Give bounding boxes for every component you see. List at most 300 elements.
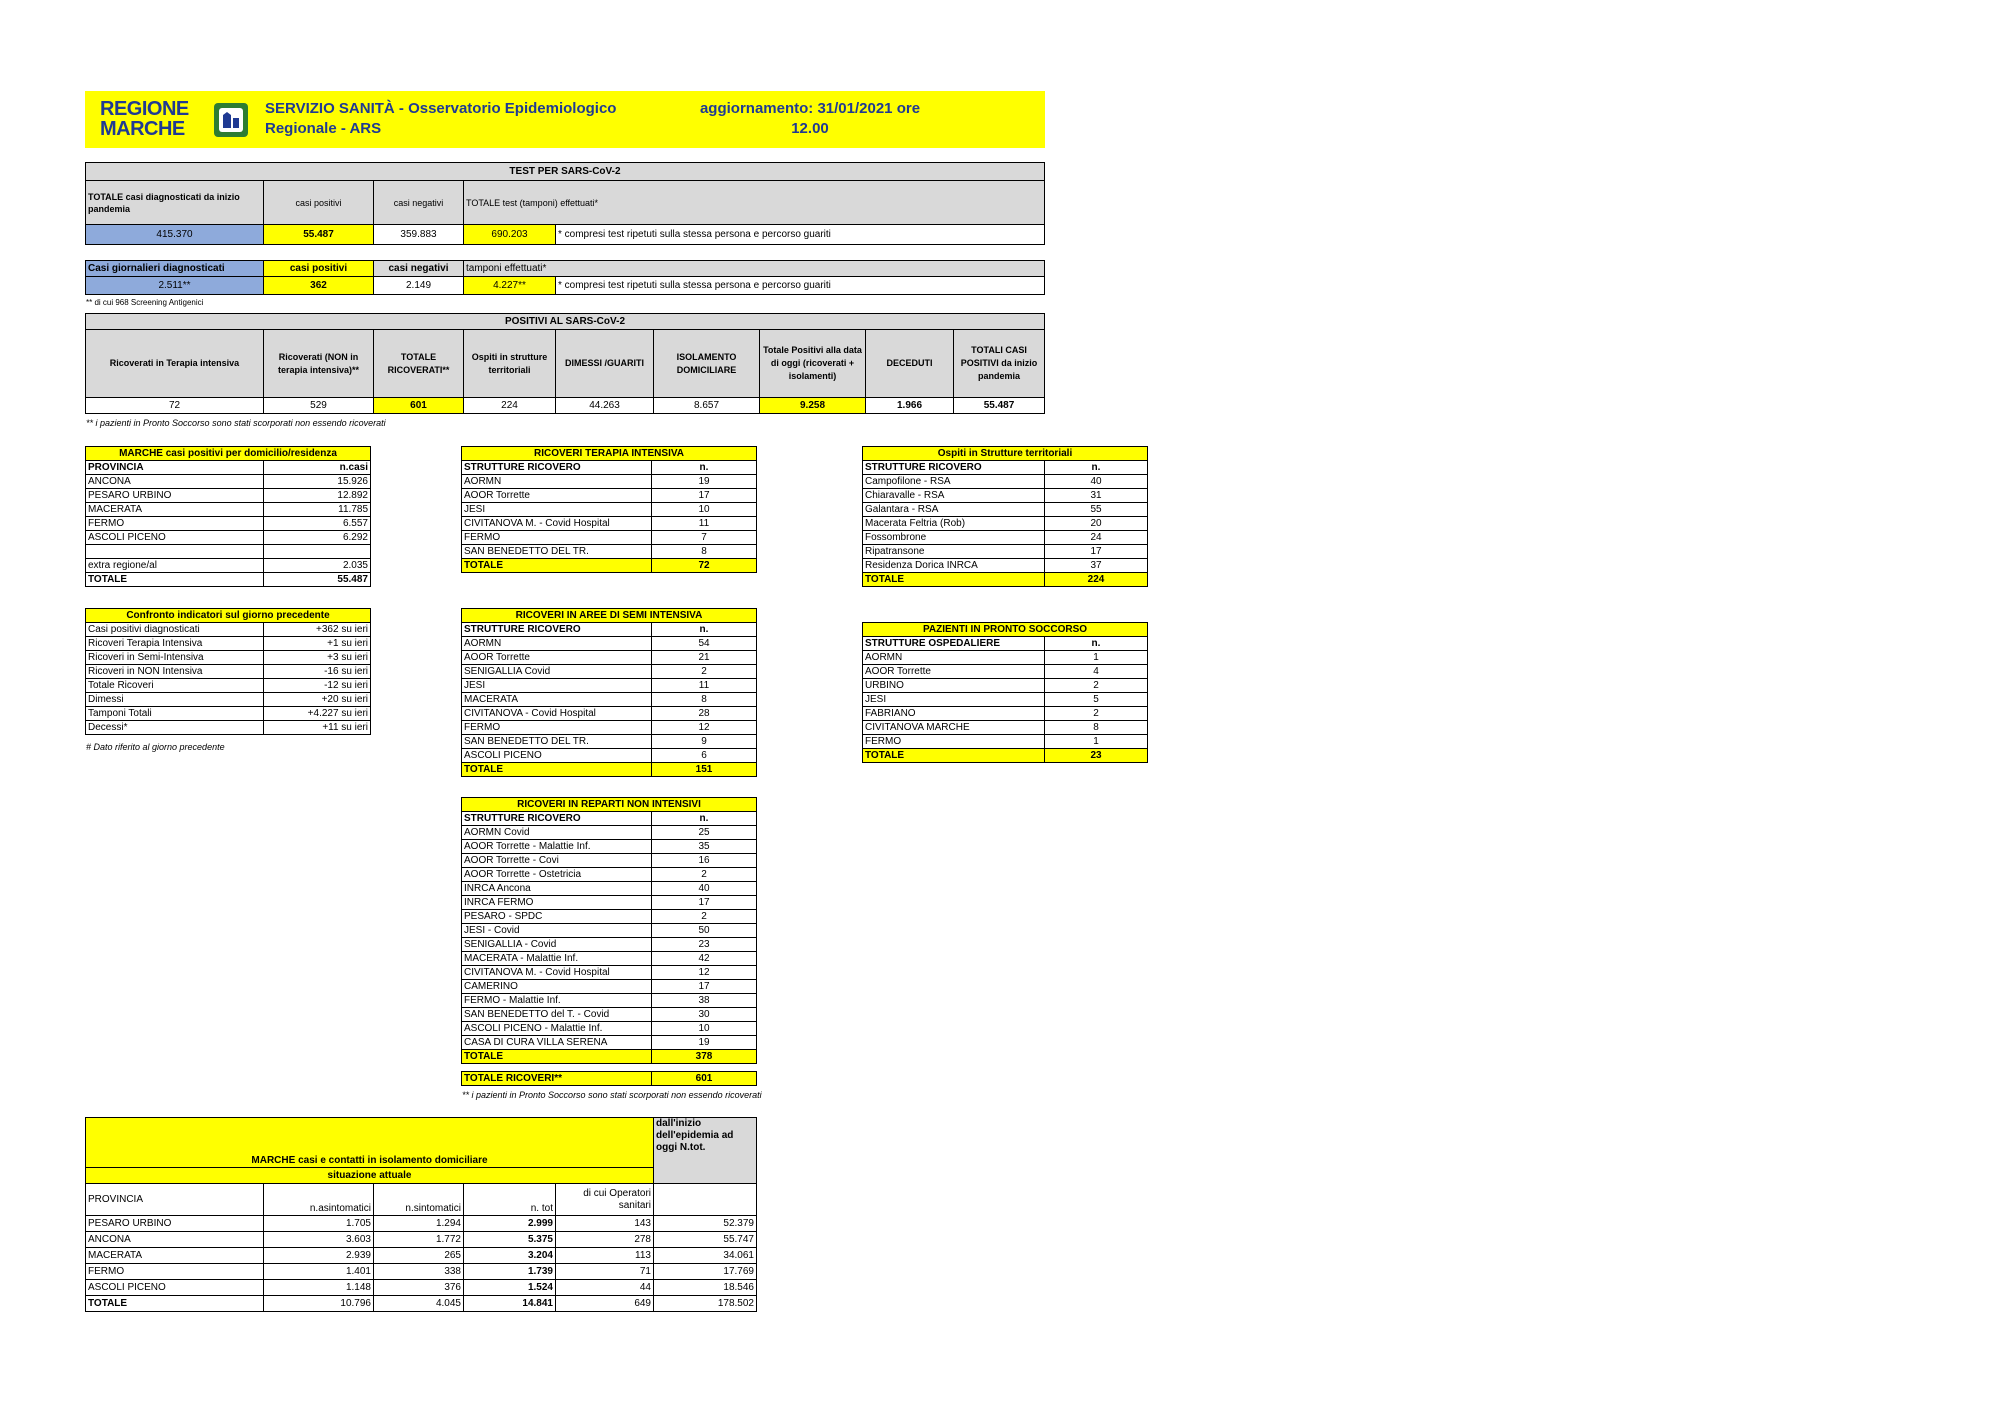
ti-title: RICOVERI TERAPIA INTENSIVA [462, 447, 757, 461]
ti-row-value: 8 [652, 545, 757, 559]
semi-row [462, 679, 757, 693]
daily-col-neg: casi negativi [374, 261, 464, 277]
provincia-row-label: MACERATA [86, 503, 264, 517]
nonint-row-label: MACERATA - Malattie Inf. [462, 952, 652, 966]
ospiti-row-label: Chiaravalle - RSA [863, 489, 1045, 503]
update-info [665, 99, 955, 139]
ps-row-label: AORMN [863, 651, 1045, 665]
semi-table [461, 608, 757, 777]
nonint-row-value: 17 [652, 980, 757, 994]
totric-value: 601 [652, 1072, 757, 1086]
nonint-row [462, 882, 757, 896]
logo-line2: MARCHE [100, 118, 185, 140]
test-col-tamp: TOTALE test (tamponi) effettuati* [464, 181, 1045, 225]
nonint-row-label: SENIGALLIA - Covid [462, 938, 652, 952]
provincia-row-value [264, 545, 371, 559]
ospiti-h2: n. [1045, 461, 1148, 475]
confronto-row-value: +362 su ieri [264, 623, 371, 637]
provincia-h1: PROVINCIA [86, 461, 264, 475]
isol-cell: 3.204 [464, 1248, 556, 1264]
provincia-row-label: FERMO [86, 517, 264, 531]
confronto-row [86, 721, 371, 735]
test-col-total: TOTALE casi diagnosticati da inizio pandemia [86, 181, 264, 225]
ospiti-row-value: 17 [1045, 545, 1148, 559]
ps-row [863, 693, 1148, 707]
totric-note: ** i pazienti in Pronto Soccorso sono stati scorporati non essendo ricoverati [462, 1090, 762, 1100]
ps-row [863, 721, 1148, 735]
provincia-title: MARCHE casi positivi per domicilio/residenza [86, 447, 371, 461]
totric-table [461, 1071, 757, 1086]
isol-h-prov: PROVINCIA [86, 1184, 264, 1216]
ospiti-row [863, 559, 1148, 573]
isol-cell: PESARO URBINO [86, 1216, 264, 1232]
confronto-row-value: -16 su ieri [264, 665, 371, 679]
ti-row [462, 517, 757, 531]
nonint-row-label: AOOR Torrette - Malattie Inf. [462, 840, 652, 854]
positivi-value-1: 529 [264, 398, 374, 414]
ti-row [462, 489, 757, 503]
isol-cell: 55.747 [654, 1232, 757, 1248]
isol-cell: 5.375 [464, 1232, 556, 1248]
confronto-row [86, 707, 371, 721]
provincia-row [86, 559, 371, 573]
ti-table [461, 446, 757, 573]
nonint-row [462, 854, 757, 868]
positivi-value-5: 8.657 [654, 398, 760, 414]
semi-total-value: 151 [652, 763, 757, 777]
isol-cell: 1.772 [374, 1232, 464, 1248]
provincia-row-value: 2.035 [264, 559, 371, 573]
semi-row-label: AOOR Torrette [462, 651, 652, 665]
isol-row [86, 1280, 757, 1296]
provincia-row-label [86, 545, 264, 559]
confronto-row-value: +11 su ieri [264, 721, 371, 735]
positivi-header-3: Ospiti in strutture territoriali [464, 330, 556, 398]
semi-row [462, 721, 757, 735]
isol-cell: 44 [556, 1280, 654, 1296]
nonint-row [462, 980, 757, 994]
ti-row [462, 503, 757, 517]
isol-row [86, 1248, 757, 1264]
nonint-total-value: 378 [652, 1050, 757, 1064]
isol-total-cell: TOTALE [86, 1296, 264, 1312]
ti-h2: n. [652, 461, 757, 475]
isol-h-asint: n.asintomatici [264, 1184, 374, 1216]
confronto-row-label: Ricoveri Terapia Intensiva [86, 637, 264, 651]
ospiti-row [863, 489, 1148, 503]
positivi-header-7: DECEDUTI [866, 330, 954, 398]
nonint-row-value: 23 [652, 938, 757, 952]
confronto-table [85, 608, 371, 735]
nonint-total-label: TOTALE [462, 1050, 652, 1064]
nonint-row [462, 938, 757, 952]
isol-cell: 278 [556, 1232, 654, 1248]
isol-cell: 2.939 [264, 1248, 374, 1264]
semi-row-label: ASCOLI PICENO [462, 749, 652, 763]
isol-cell: 265 [374, 1248, 464, 1264]
semi-total-label: TOTALE [462, 763, 652, 777]
nonint-row [462, 868, 757, 882]
semi-h1: STRUTTURE RICOVERO [462, 623, 652, 637]
totric-label: TOTALE RICOVERI** [462, 1072, 652, 1086]
provincia-total-value: 55.487 [264, 573, 371, 587]
nonint-row-value: 50 [652, 924, 757, 938]
confronto-row-label: Dimessi [86, 693, 264, 707]
nonint-h2: n. [652, 812, 757, 826]
semi-row [462, 665, 757, 679]
header-banner [85, 91, 1045, 148]
isol-total-cell: 10.796 [264, 1296, 374, 1312]
nonint-row [462, 1008, 757, 1022]
semi-row-value: 12 [652, 721, 757, 735]
region-logo [100, 99, 250, 141]
semi-row [462, 651, 757, 665]
nonint-row-label: AOOR Torrette - Ostetricia [462, 868, 652, 882]
daily-col-tamp: tamponi effettuati* [464, 261, 1045, 277]
ps-row-value: 1 [1045, 735, 1148, 749]
ps-row [863, 707, 1148, 721]
nonint-row-label: FERMO - Malattie Inf. [462, 994, 652, 1008]
positivi-value-6: 9.258 [760, 398, 866, 414]
ospiti-row-value: 24 [1045, 531, 1148, 545]
isol-cell: 1.705 [264, 1216, 374, 1232]
positivi-header-0: Ricoverati in Terapia intensiva [86, 330, 264, 398]
logo-line1: REGIONE [100, 98, 189, 120]
isol-right-header: dall'inizio dell'epidemia ad oggi N.tot. [654, 1118, 757, 1184]
provincia-row-label: ASCOLI PICENO [86, 531, 264, 545]
ps-h1: STRUTTURE OSPEDALIERE [863, 637, 1045, 651]
isol-cell: ASCOLI PICENO [86, 1280, 264, 1296]
ps-table [862, 622, 1148, 763]
provincia-row [86, 531, 371, 545]
ospiti-total-label: TOTALE [863, 573, 1045, 587]
nonint-row-label: INRCA FERMO [462, 896, 652, 910]
provincia-row [86, 489, 371, 503]
confronto-title: Confronto indicatori sul giorno precedente [86, 609, 371, 623]
nonint-row-value: 42 [652, 952, 757, 966]
confronto-row [86, 665, 371, 679]
semi-row-value: 21 [652, 651, 757, 665]
confronto-row [86, 651, 371, 665]
isol-total-cell: 178.502 [654, 1296, 757, 1312]
nonint-row-value: 12 [652, 966, 757, 980]
isol-h-op: di cui Operatori sanitari [556, 1184, 654, 1216]
confronto-row [86, 679, 371, 693]
ospiti-row-label: Macerata Feltria (Rob) [863, 517, 1045, 531]
ps-row-label: JESI [863, 693, 1045, 707]
confronto-row-label: Ricoveri in Semi-Intensiva [86, 651, 264, 665]
isol-cell: ANCONA [86, 1232, 264, 1248]
ospiti-row-value: 55 [1045, 503, 1148, 517]
ti-row-label: SAN BENEDETTO DEL TR. [462, 545, 652, 559]
nonint-row-label: INRCA Ancona [462, 882, 652, 896]
service-title [265, 99, 645, 139]
nonint-row-value: 19 [652, 1036, 757, 1050]
nonint-row-label: SAN BENEDETTO del T. - Covid [462, 1008, 652, 1022]
test-col-neg: casi negativi [374, 181, 464, 225]
nonint-row [462, 840, 757, 854]
ps-row [863, 679, 1148, 693]
ospiti-row [863, 545, 1148, 559]
ospiti-row [863, 503, 1148, 517]
semi-row-label: JESI [462, 679, 652, 693]
nonint-row [462, 896, 757, 910]
ps-row-value: 2 [1045, 679, 1148, 693]
nonint-row-value: 2 [652, 868, 757, 882]
nonint-row [462, 1036, 757, 1050]
test-col-pos: casi positivi [264, 181, 374, 225]
semi-row-value: 54 [652, 637, 757, 651]
test-val-pos: 55.487 [264, 225, 374, 245]
positivi-header-1: Ricoverati (NON in terapia intensiva)** [264, 330, 374, 398]
ti-row-label: AOOR Torrette [462, 489, 652, 503]
semi-row-value: 9 [652, 735, 757, 749]
nonint-row-value: 17 [652, 896, 757, 910]
isol-title: MARCHE casi e contatti in isolamento domiciliare [86, 1118, 654, 1168]
ti-row-label: JESI [462, 503, 652, 517]
semi-row-label: MACERATA [462, 693, 652, 707]
nonint-row [462, 952, 757, 966]
nonint-row [462, 910, 757, 924]
ps-total-value: 23 [1045, 749, 1148, 763]
isol-cell: 338 [374, 1264, 464, 1280]
provincia-row [86, 503, 371, 517]
isol-row [86, 1264, 757, 1280]
positivi-table [85, 313, 1045, 414]
ps-row [863, 651, 1148, 665]
test-title: TEST PER SARS-CoV-2 [86, 163, 1045, 181]
semi-title: RICOVERI IN AREE DI SEMI INTENSIVA [462, 609, 757, 623]
nonint-row-label: AOOR Torrette - Covi [462, 854, 652, 868]
daily-val-tamp: 4.227** [464, 277, 556, 295]
ospiti-row-label: Residenza Dorica INRCA [863, 559, 1045, 573]
semi-row-label: AORMN [462, 637, 652, 651]
provincia-row-value: 11.785 [264, 503, 371, 517]
daily-footnote: ** di cui 968 Screening Antigenici [86, 298, 204, 307]
daily-col-casi: Casi giornalieri diagnosticati [86, 261, 264, 277]
positivi-value-2: 601 [374, 398, 464, 414]
ospiti-row-label: Ripatransone [863, 545, 1045, 559]
isol-cell: MACERATA [86, 1248, 264, 1264]
provincia-row-label: ANCONA [86, 475, 264, 489]
ospiti-h1: STRUTTURE RICOVERO [863, 461, 1045, 475]
isol-cell: 1.401 [264, 1264, 374, 1280]
nonint-row-value: 2 [652, 910, 757, 924]
semi-row [462, 749, 757, 763]
isol-row [86, 1216, 757, 1232]
confronto-row-value: +3 su ieri [264, 651, 371, 665]
confronto-row-value: -12 su ieri [264, 679, 371, 693]
ospiti-row [863, 517, 1148, 531]
semi-row-label: SAN BENEDETTO DEL TR. [462, 735, 652, 749]
isol-h-tot: n. tot [464, 1184, 556, 1216]
nonint-title: RICOVERI IN REPARTI NON INTENSIVI [462, 798, 757, 812]
daily-note: * compresi test ripetuti sulla stessa persona e percorso guariti [556, 277, 1045, 295]
region-emblem-icon [212, 101, 250, 139]
confronto-row-value: +20 su ieri [264, 693, 371, 707]
isol-cell: 376 [374, 1280, 464, 1296]
nonint-table [461, 797, 757, 1064]
ps-row-label: CIVITANOVA MARCHE [863, 721, 1045, 735]
daily-col-pos: casi positivi [264, 261, 374, 277]
confronto-row-label: Totale Ricoveri [86, 679, 264, 693]
nonint-row-label: PESARO - SPDC [462, 910, 652, 924]
test-table [85, 162, 1045, 245]
test-val-total: 415.370 [86, 225, 264, 245]
nonint-row-value: 30 [652, 1008, 757, 1022]
provincia-h2: n.casi [264, 461, 371, 475]
ti-row-value: 7 [652, 531, 757, 545]
isol-h-empty [654, 1184, 757, 1216]
nonint-row [462, 1022, 757, 1036]
nonint-row-value: 40 [652, 882, 757, 896]
isol-table [85, 1117, 757, 1312]
semi-row-label: CIVITANOVA - Covid Hospital [462, 707, 652, 721]
ospiti-row-label: Fossombrone [863, 531, 1045, 545]
semi-row [462, 707, 757, 721]
isol-cell: 143 [556, 1216, 654, 1232]
positivi-value-7: 1.966 [866, 398, 954, 414]
positivi-title: POSITIVI AL SARS-CoV-2 [86, 314, 1045, 330]
update-line1: aggiornamento: 31/01/2021 ore [699, 100, 921, 117]
positivi-header-5: ISOLAMENTO DOMICILIARE [654, 330, 760, 398]
isol-cell: 1.739 [464, 1264, 556, 1280]
confronto-row-label: Tamponi Totali [86, 707, 264, 721]
isol-cell: 1.294 [374, 1216, 464, 1232]
ospiti-row [863, 531, 1148, 545]
ps-row-value: 2 [1045, 707, 1148, 721]
isol-cell: 52.379 [654, 1216, 757, 1232]
positivi-value-8: 55.487 [954, 398, 1045, 414]
ospiti-total-value: 224 [1045, 573, 1148, 587]
ps-row-label: URBINO [863, 679, 1045, 693]
ti-row-value: 11 [652, 517, 757, 531]
provincia-row-value: 6.557 [264, 517, 371, 531]
service-line2: Regionale - ARS [265, 120, 382, 137]
provincia-row [86, 545, 371, 559]
ps-row-value: 5 [1045, 693, 1148, 707]
isol-h-sint: n.sintomatici [374, 1184, 464, 1216]
service-line1: SERVIZIO SANITÀ - Osservatorio Epidemiologico [265, 100, 617, 117]
semi-row [462, 693, 757, 707]
semi-row-label: FERMO [462, 721, 652, 735]
nonint-row [462, 826, 757, 840]
positivi-header-2: TOTALE RICOVERATI** [374, 330, 464, 398]
nonint-row-label: CASA DI CURA VILLA SERENA [462, 1036, 652, 1050]
isol-cell: 34.061 [654, 1248, 757, 1264]
provincia-row-label: extra regione/al [86, 559, 264, 573]
nonint-row-value: 16 [652, 854, 757, 868]
test-note: * compresi test ripetuti sulla stessa persona e percorso guariti [556, 225, 1045, 245]
positivi-header-4: DIMESSI /GUARITI [556, 330, 654, 398]
ospiti-row-value: 31 [1045, 489, 1148, 503]
semi-row-value: 6 [652, 749, 757, 763]
ps-row-label: FABRIANO [863, 707, 1045, 721]
semi-row-value: 2 [652, 665, 757, 679]
confronto-row [86, 623, 371, 637]
positivi-note: ** i pazienti in Pronto Soccorso sono stati scorporati non essendo ricoverati [86, 418, 386, 428]
positivi-value-0: 72 [86, 398, 264, 414]
daily-table [85, 260, 1045, 295]
confronto-note: # Dato riferito al giorno precedente [86, 742, 225, 752]
positivi-value-4: 44.263 [556, 398, 654, 414]
semi-row-value: 28 [652, 707, 757, 721]
semi-h2: n. [652, 623, 757, 637]
nonint-row-value: 10 [652, 1022, 757, 1036]
ospiti-title: Ospiti in Strutture territoriali [863, 447, 1148, 461]
ps-row [863, 735, 1148, 749]
nonint-row [462, 994, 757, 1008]
nonint-row [462, 966, 757, 980]
confronto-row-value: +1 su ieri [264, 637, 371, 651]
ti-row-value: 10 [652, 503, 757, 517]
test-val-tamp: 690.203 [464, 225, 556, 245]
provincia-row-value: 12.892 [264, 489, 371, 503]
isol-cell: 1.524 [464, 1280, 556, 1296]
semi-row [462, 735, 757, 749]
provincia-total-label: TOTALE [86, 573, 264, 587]
confronto-row-label: Ricoveri in NON Intensiva [86, 665, 264, 679]
positivi-header-6: Totale Positivi alla data di oggi (ricoverati + isolamenti) [760, 330, 866, 398]
ps-row-value: 1 [1045, 651, 1148, 665]
ti-row-label: FERMO [462, 531, 652, 545]
isol-total-cell: 14.841 [464, 1296, 556, 1312]
provincia-row [86, 475, 371, 489]
ti-row [462, 545, 757, 559]
isol-cell: 18.546 [654, 1280, 757, 1296]
ps-row-value: 8 [1045, 721, 1148, 735]
ospiti-table [862, 446, 1148, 587]
ti-h1: STRUTTURE RICOVERO [462, 461, 652, 475]
ospiti-row-value: 37 [1045, 559, 1148, 573]
provincia-table [85, 446, 371, 587]
isol-cell: 17.769 [654, 1264, 757, 1280]
test-val-neg: 359.883 [374, 225, 464, 245]
semi-row-value: 11 [652, 679, 757, 693]
nonint-row-value: 25 [652, 826, 757, 840]
semi-row-value: 8 [652, 693, 757, 707]
ospiti-row-value: 20 [1045, 517, 1148, 531]
ti-row-value: 17 [652, 489, 757, 503]
nonint-row-label: AORMN Covid [462, 826, 652, 840]
nonint-row-label: JESI - Covid [462, 924, 652, 938]
isol-row [86, 1232, 757, 1248]
positivi-value-3: 224 [464, 398, 556, 414]
ps-total-label: TOTALE [863, 749, 1045, 763]
ti-row [462, 475, 757, 489]
isol-cell: 71 [556, 1264, 654, 1280]
nonint-row-label: CAMERINO [462, 980, 652, 994]
isol-total-cell: 649 [556, 1296, 654, 1312]
ti-total-value: 72 [652, 559, 757, 573]
nonint-row-value: 35 [652, 840, 757, 854]
ps-title: PAZIENTI IN PRONTO SOCCORSO [863, 623, 1148, 637]
confronto-row-label: Decessi* [86, 721, 264, 735]
ti-row-label: CIVITANOVA M. - Covid Hospital [462, 517, 652, 531]
semi-row-label: SENIGALLIA Covid [462, 665, 652, 679]
isol-cell: FERMO [86, 1264, 264, 1280]
ospiti-row [863, 475, 1148, 489]
nonint-row-label: CIVITANOVA M. - Covid Hospital [462, 966, 652, 980]
nonint-row-value: 38 [652, 994, 757, 1008]
provincia-row-label: PESARO URBINO [86, 489, 264, 503]
confronto-row [86, 693, 371, 707]
daily-val-neg: 2.149 [374, 277, 464, 295]
ospiti-row-label: Galantara - RSA [863, 503, 1045, 517]
ps-row-label: FERMO [863, 735, 1045, 749]
isol-cell: 3.603 [264, 1232, 374, 1248]
provincia-row [86, 517, 371, 531]
